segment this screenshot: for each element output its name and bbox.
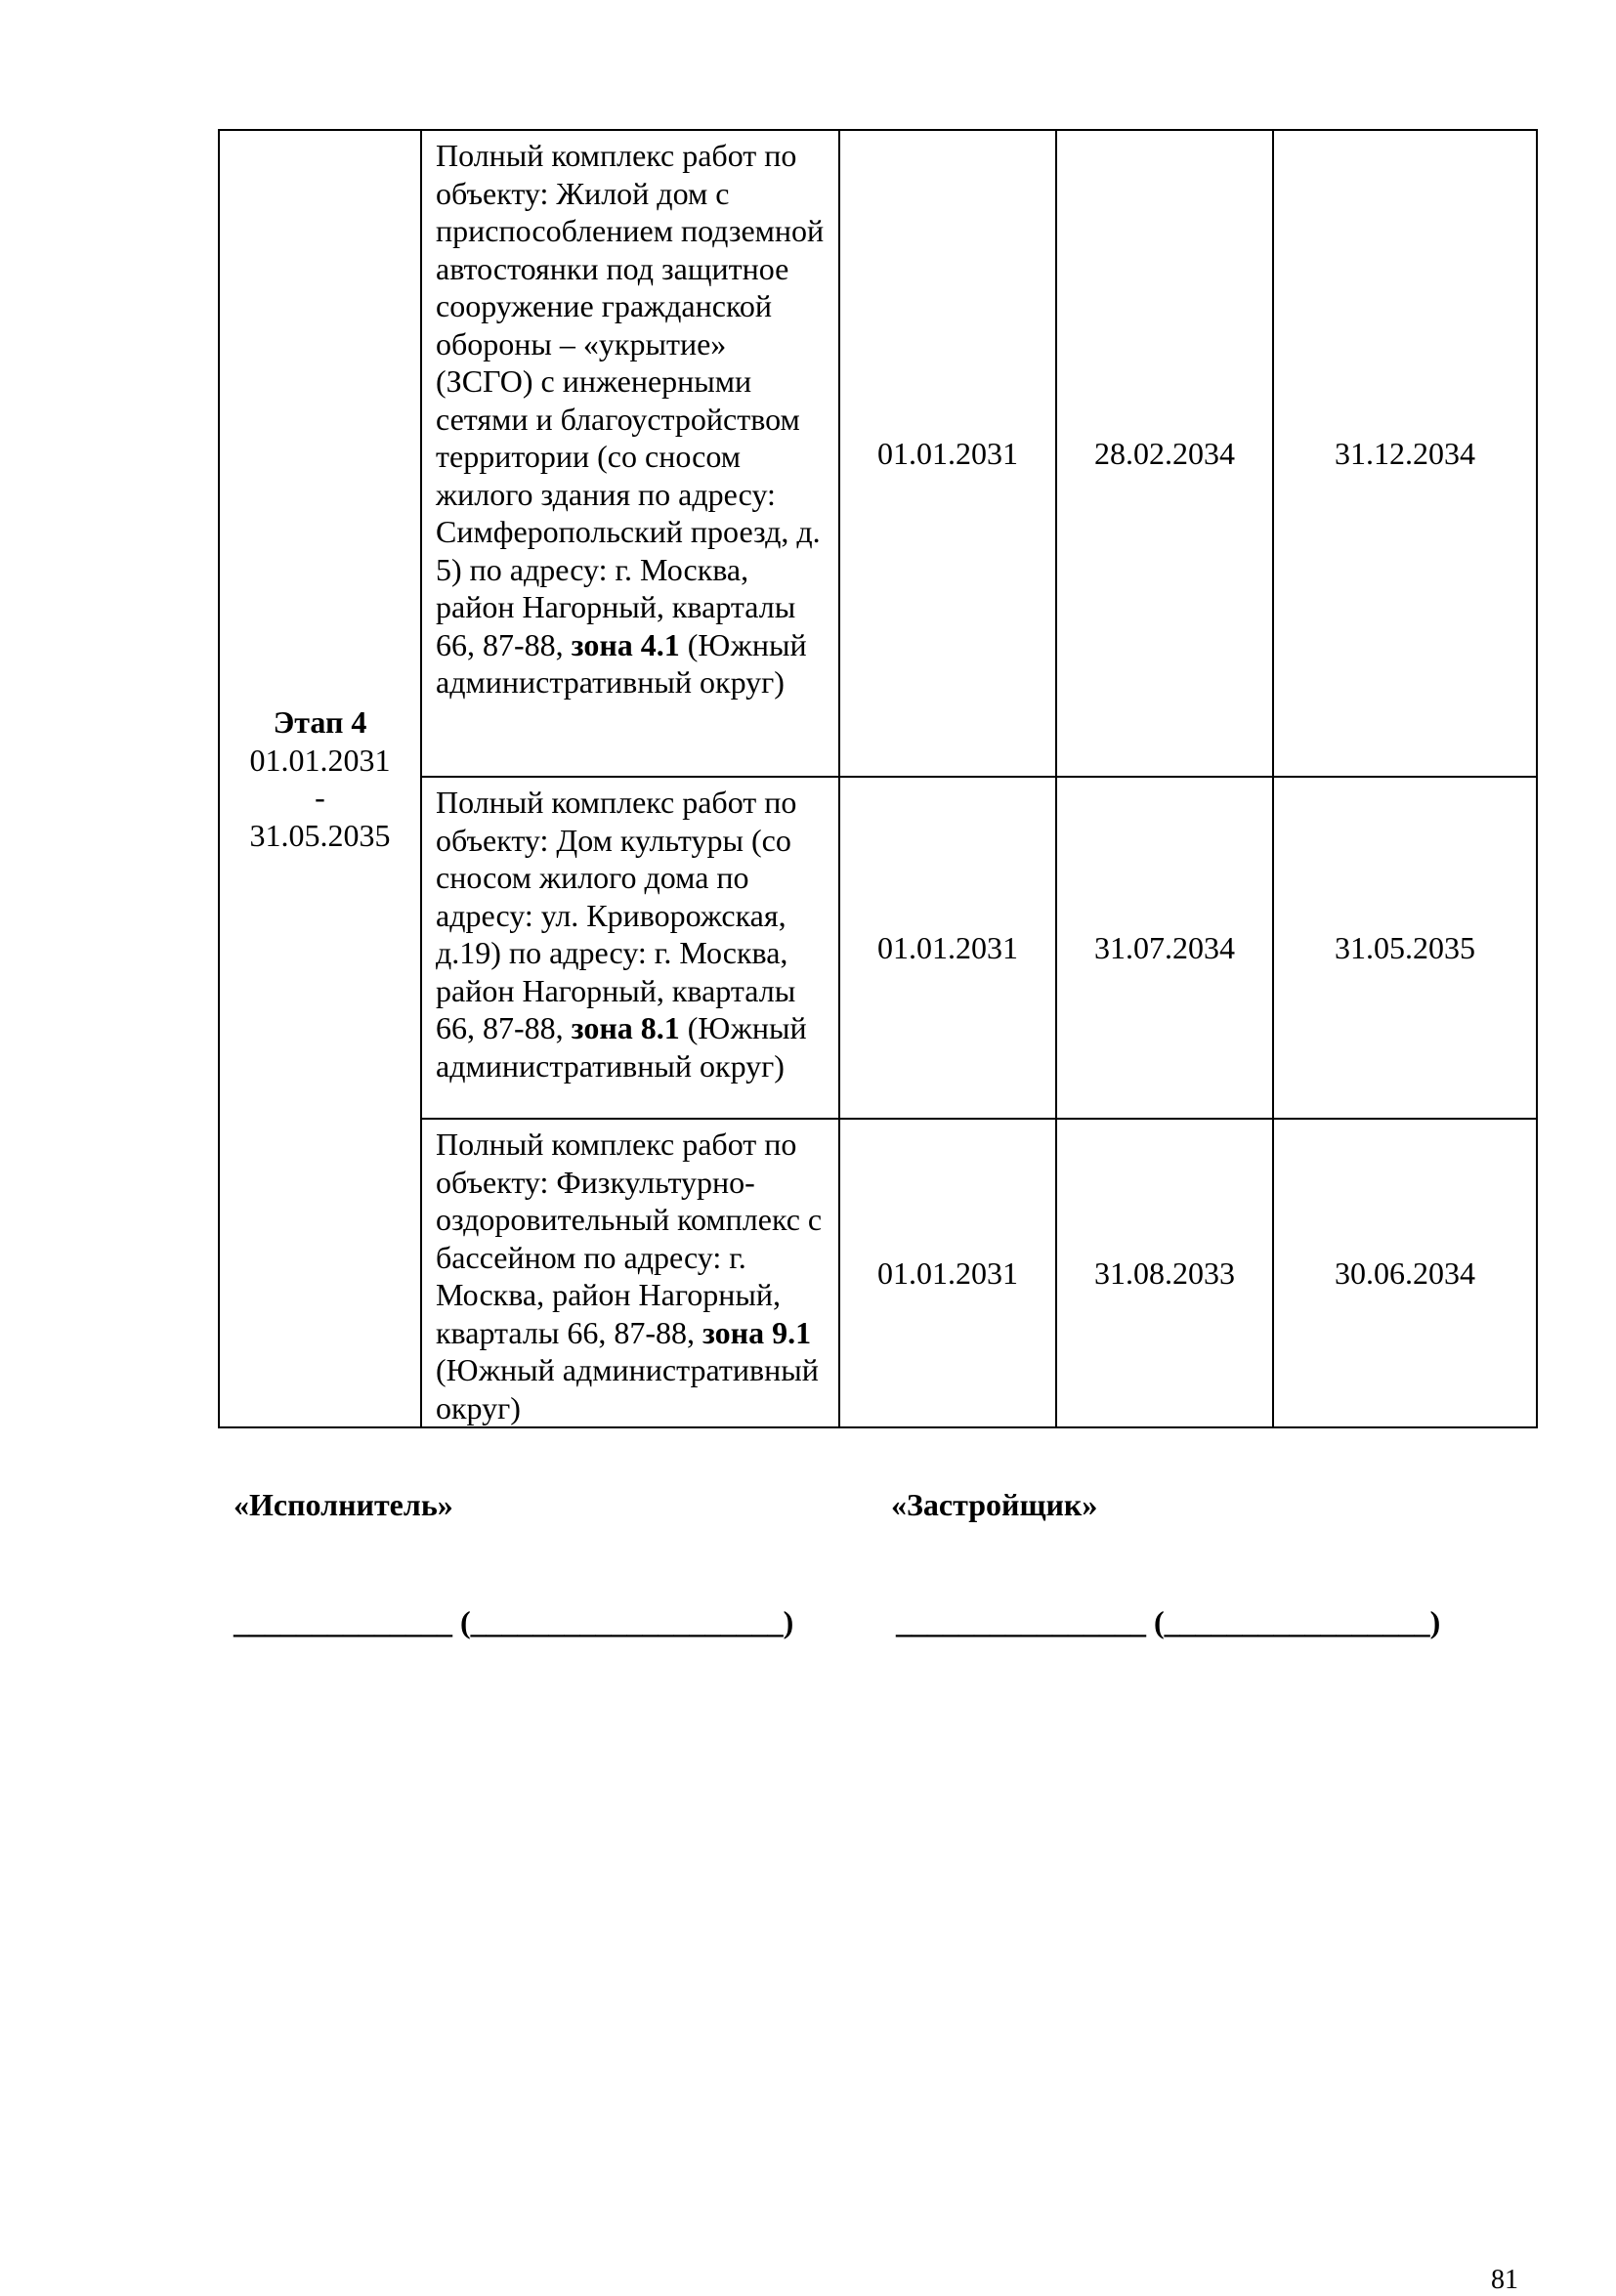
end-date: 30.06.2034 — [1273, 1119, 1537, 1427]
zone-label: зона 9.1 — [702, 1314, 812, 1350]
page-number: 81 — [1491, 2265, 1518, 2295]
start-date: 01.01.2031 — [839, 1119, 1056, 1427]
executor-signature-line: ______________ (____________________) — [234, 1604, 794, 1639]
executor-label: «Исполнитель» — [234, 1487, 453, 1522]
work-description-text: Полный комплекс работ по объекту: Дом культуры (со сносом жилого дома по адресу: ул. Криворожская, д.19) по адресу: г. Москва, район Нагорный, кварталы 66, 87-88, — [436, 785, 797, 1045]
stage-title: Этап 4 — [273, 704, 367, 740]
schedule-table — [218, 129, 1538, 1428]
work-description — [421, 777, 839, 1119]
zone-label: зона 4.1 — [571, 626, 680, 662]
work-description — [421, 1119, 839, 1427]
stage-start-date: 01.01.2031 — [249, 742, 391, 778]
work-description — [421, 130, 839, 777]
work-description-tail: (Южный административный округ) — [436, 1010, 807, 1084]
stage-dash: - — [315, 780, 325, 815]
work-description-tail: (Южный административный округ) — [436, 1352, 819, 1425]
start-date: 01.01.2031 — [839, 777, 1056, 1119]
intermediate-date: 28.02.2034 — [1056, 130, 1273, 777]
end-date: 31.05.2035 — [1273, 777, 1537, 1119]
table-row — [219, 130, 1537, 777]
end-date: 31.12.2034 — [1273, 130, 1537, 777]
intermediate-date: 31.08.2033 — [1056, 1119, 1273, 1427]
zone-label: зона 8.1 — [571, 1010, 680, 1045]
developer-label: «Застройщик» — [891, 1487, 1098, 1522]
work-description-text: Полный комплекс работ по объекту: Физкультурно-оздоровительный комплекс с бассейном по адресу: г. Москва, район Нагорный, кварталы 66, 87-88, — [436, 1127, 823, 1350]
work-description-text: Полный комплекс работ по объекту: Жилой дом с приспособлением подземной автостоянки под защитное сооружение гражданской обороны – «укрытие» (ЗСГО) с инженерными сетями и благоустройством территории (со сносом жилого здания по адресу: Симферопольский проезд, д. 5) по адресу: г. Москва, район Нагорный, кварталы 66, 87-88, — [436, 138, 825, 662]
stage-end-date: 31.05.2035 — [249, 817, 391, 853]
start-date: 01.01.2031 — [839, 130, 1056, 777]
developer-signature-line: ________________ (_________________) — [896, 1604, 1441, 1639]
work-description-tail: (Южный административный округ) — [436, 626, 807, 700]
stage-cell — [219, 130, 421, 1427]
intermediate-date: 31.07.2034 — [1056, 777, 1273, 1119]
